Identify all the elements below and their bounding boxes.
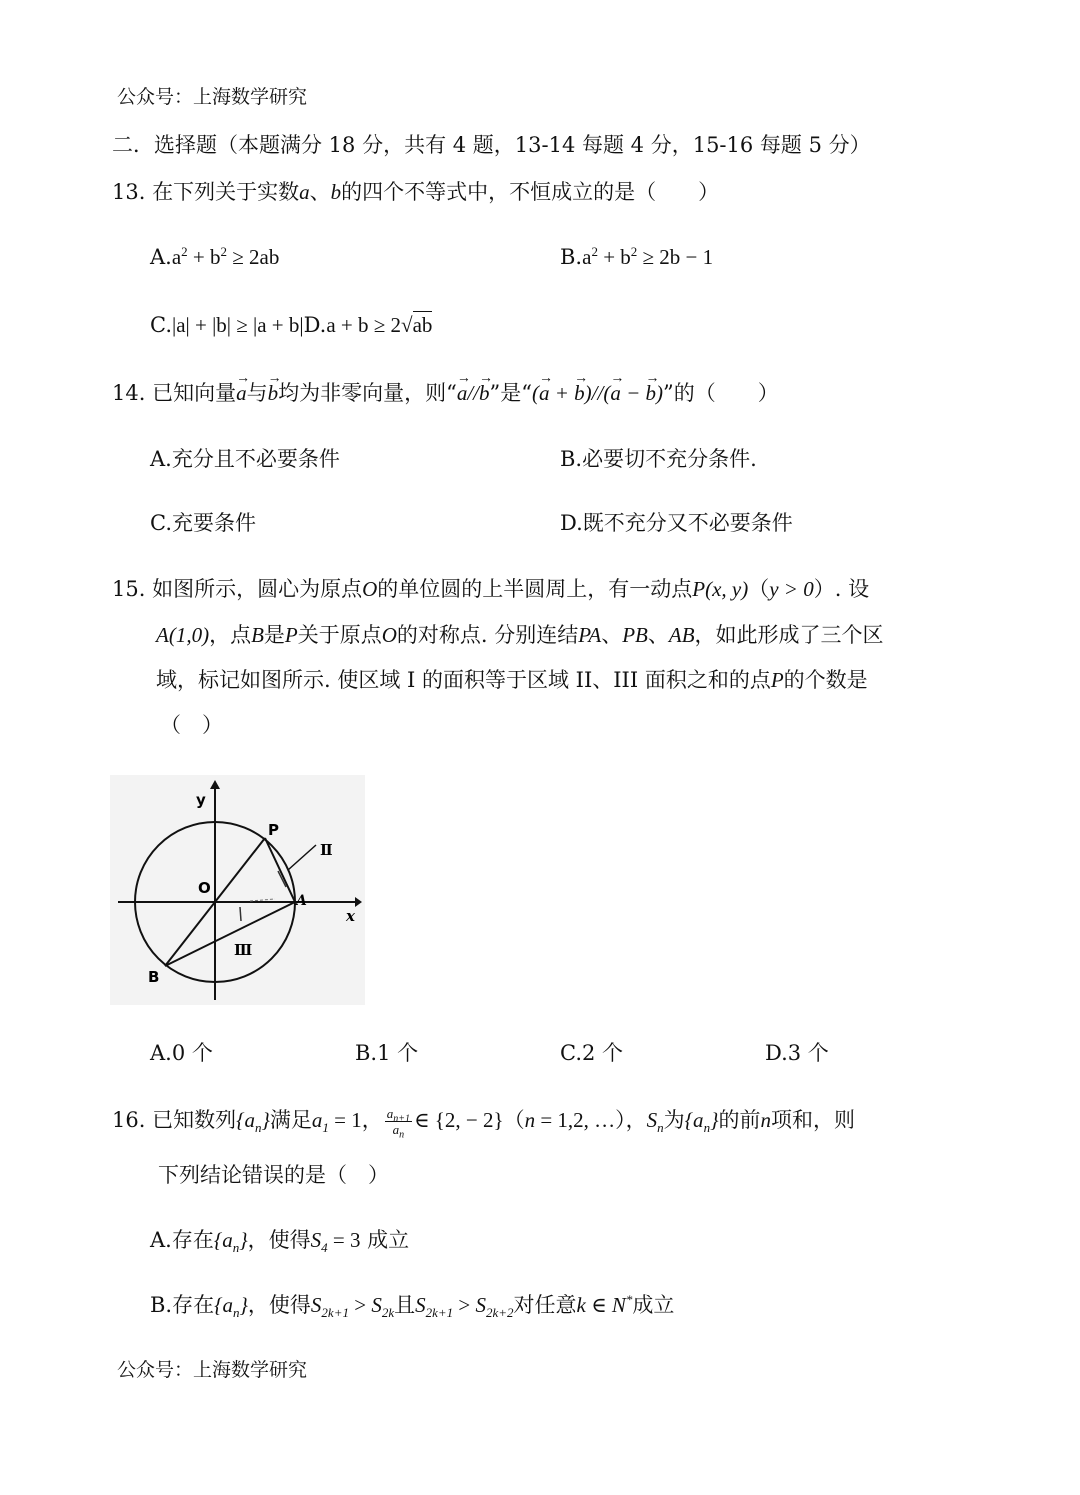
stem-text: 的单位圆的上半圆周上，有一动点 xyxy=(377,577,693,601)
question-number: 14. xyxy=(112,381,146,405)
stem-text: （ xyxy=(503,1108,525,1132)
option-text: 且 xyxy=(394,1293,416,1317)
stem-text: ”是“ xyxy=(489,381,532,405)
option-text: ，使得 xyxy=(247,1228,311,1252)
math-Pxy: P(x, y) xyxy=(692,577,749,601)
sqrt-sign: √ xyxy=(401,313,413,337)
stem-text: 的四个不等式中，不恒成立的是（ ） xyxy=(341,180,720,204)
math-Sn: $S_n$ xyxy=(646,1108,664,1136)
q14-option-b[interactable]: B.必要切不充分条件. xyxy=(560,447,757,471)
math-seq: $\{a_n\}$ xyxy=(684,1108,719,1136)
option-label: B. xyxy=(560,245,583,269)
math-AB: AB xyxy=(668,623,695,647)
math-n: n xyxy=(760,1108,771,1132)
question-16-line-2: 下列结论错误的是（ ） xyxy=(158,1163,389,1187)
stem-text: ）. 设 xyxy=(813,577,870,601)
stem-text: 已知数列 xyxy=(152,1108,237,1132)
math-P: P xyxy=(770,668,784,692)
q14-option-d[interactable]: D.既不充分又不必要条件 xyxy=(560,511,793,535)
question-16-line-1 xyxy=(112,1105,855,1141)
stem-text: 是 xyxy=(263,623,285,647)
stem-text: 、 xyxy=(309,180,331,204)
question-number: 13. xyxy=(112,180,146,204)
stem-text: 在下列关于实数 xyxy=(152,180,300,204)
q13-option-c-d[interactable] xyxy=(150,310,432,340)
stem-text: 项和，则 xyxy=(770,1108,855,1132)
option-label: C. xyxy=(150,313,172,337)
stem-text: 与 xyxy=(246,381,268,405)
q15-option-c[interactable]: C.2 个 xyxy=(560,1041,624,1065)
q15-option-d[interactable]: D.3 个 xyxy=(765,1041,829,1065)
label-P: P xyxy=(268,821,279,839)
q16-option-b[interactable] xyxy=(150,1290,674,1320)
question-number: 16. xyxy=(112,1108,146,1132)
math-seq: $\{a_n\}$ xyxy=(213,1228,248,1256)
math-seq: $\{a_n\}$ xyxy=(236,1108,270,1136)
question-14-stem xyxy=(112,378,779,408)
option-label: A. xyxy=(150,245,172,269)
stem-text: 关于原点 xyxy=(297,623,382,647)
label-region-III: Ⅲ xyxy=(234,941,253,959)
stem-text: 的前 xyxy=(718,1108,761,1132)
stem-text: 满足 xyxy=(269,1108,312,1132)
math-O: O xyxy=(362,577,378,601)
label-B: B xyxy=(148,968,160,986)
option-text: 成立 xyxy=(632,1293,675,1317)
question-15-line-3 xyxy=(156,665,868,695)
option-text: A.存在 xyxy=(150,1228,214,1252)
stem-text: （ xyxy=(748,577,770,601)
math-A10: A(1,0) xyxy=(156,623,210,647)
vector-b: → b xyxy=(268,378,279,408)
q14-option-a[interactable]: A.充分且不必要条件 xyxy=(150,447,340,471)
math-P: P xyxy=(284,623,298,647)
math-seq: $\{a_n\}$ xyxy=(214,1293,248,1321)
q13-option-a[interactable] xyxy=(150,242,279,272)
stem-text: ，如此形成了三个区 xyxy=(694,623,884,647)
label-y: y xyxy=(196,791,206,809)
stem-text: ， xyxy=(361,1108,383,1132)
math-set: ∈ {2, − 2} xyxy=(414,1108,504,1132)
math-PA: PA xyxy=(578,623,602,647)
option-math: a + b ≥ 2 xyxy=(326,313,402,337)
section-title: 二．选择题（本题满分 18 分，共有 4 题，13-14 每题 4 分，15-16 每题 5 分） xyxy=(112,133,871,157)
option-text: B.存在 xyxy=(150,1293,215,1317)
label-A: A xyxy=(296,893,307,909)
label-region-II: Ⅱ xyxy=(320,841,333,859)
math-parallel: → a//→ b xyxy=(457,381,490,405)
sqrt-radicand: ab xyxy=(412,313,433,337)
math-sum-diff-parallel: (→ a + → b)//(→ a − → b) xyxy=(532,381,663,405)
q15-option-a[interactable]: A.0 个 xyxy=(150,1041,213,1065)
q15-option-b[interactable]: B.1 个 xyxy=(355,1041,419,1065)
stem-text: ，点 xyxy=(209,623,252,647)
question-number: 15. xyxy=(112,577,146,601)
stem-text: ）， xyxy=(615,1108,647,1132)
math-k-in-N: k ∈ N* xyxy=(576,1292,633,1317)
option-math: |a| + |b| ≥ |a + b| xyxy=(172,313,304,337)
question-15-line-1 xyxy=(112,574,869,604)
math-ratio-fraction: $\frac{a_{n+1}}{a_n}$ xyxy=(386,1106,410,1141)
option-label: D. xyxy=(303,313,327,337)
vector-a: → a xyxy=(236,378,247,408)
stem-text: 为 xyxy=(663,1108,685,1132)
option-math: $a^2 + b^2 \ge 2b - 1$ xyxy=(582,244,714,269)
math-a1: $a_1 = 1$ xyxy=(311,1108,362,1136)
math-ineq-1: $S_{2k+1} > S_{2k}$ xyxy=(310,1293,395,1321)
stem-text: 域，标记如图所示. 使区域 I 的面积等于区域 II、III 面积之和的点 xyxy=(156,668,771,692)
stem-text: 的对称点. 分别连结 xyxy=(396,623,579,647)
option-math: $a^2 + b^2 \ge 2ab$ xyxy=(171,244,280,269)
stem-text: 、 xyxy=(601,623,623,647)
math-n-range: n = 1,2, … xyxy=(524,1108,616,1132)
math-B: B xyxy=(251,623,264,647)
question-13-stem xyxy=(112,177,719,207)
stem-text: 、 xyxy=(647,623,669,647)
page-footer: 公众号：上海数学研究 xyxy=(117,1359,308,1381)
stem-text: ”的（ ） xyxy=(663,381,779,405)
label-x: x xyxy=(346,907,355,925)
option-text: 成立 xyxy=(360,1228,410,1252)
option-text: 对任意 xyxy=(513,1293,577,1317)
math-ineq-2: $S_{2k+1} > S_{2k+2}$ xyxy=(415,1293,514,1321)
stem-text: 如图所示，圆心为原点 xyxy=(152,577,363,601)
stem-text: 均为非零向量，则“ xyxy=(278,381,457,405)
var-b: b xyxy=(330,180,342,204)
question-15-line-2 xyxy=(156,620,884,650)
math-PB: PB xyxy=(622,623,648,647)
stem-text: 已知向量 xyxy=(152,381,237,405)
unit-circle-figure xyxy=(110,775,365,1005)
question-15-answer-blank: （ ） xyxy=(160,713,223,737)
hatch-mark xyxy=(240,907,241,921)
q13-option-b[interactable] xyxy=(560,242,713,272)
math-y-condition: y > 0 xyxy=(769,577,814,601)
q16-option-a[interactable] xyxy=(150,1225,409,1255)
math-S4: $S_4 = 3$ xyxy=(310,1228,361,1256)
page-header: 公众号：上海数学研究 xyxy=(117,86,308,108)
option-text: ，使得 xyxy=(247,1293,311,1317)
math-O: O xyxy=(381,623,397,647)
q14-option-c[interactable]: C.充要条件 xyxy=(150,511,256,535)
label-O: O xyxy=(198,879,211,897)
var-a: a xyxy=(299,180,310,204)
stem-text: 的个数是 xyxy=(783,668,868,692)
